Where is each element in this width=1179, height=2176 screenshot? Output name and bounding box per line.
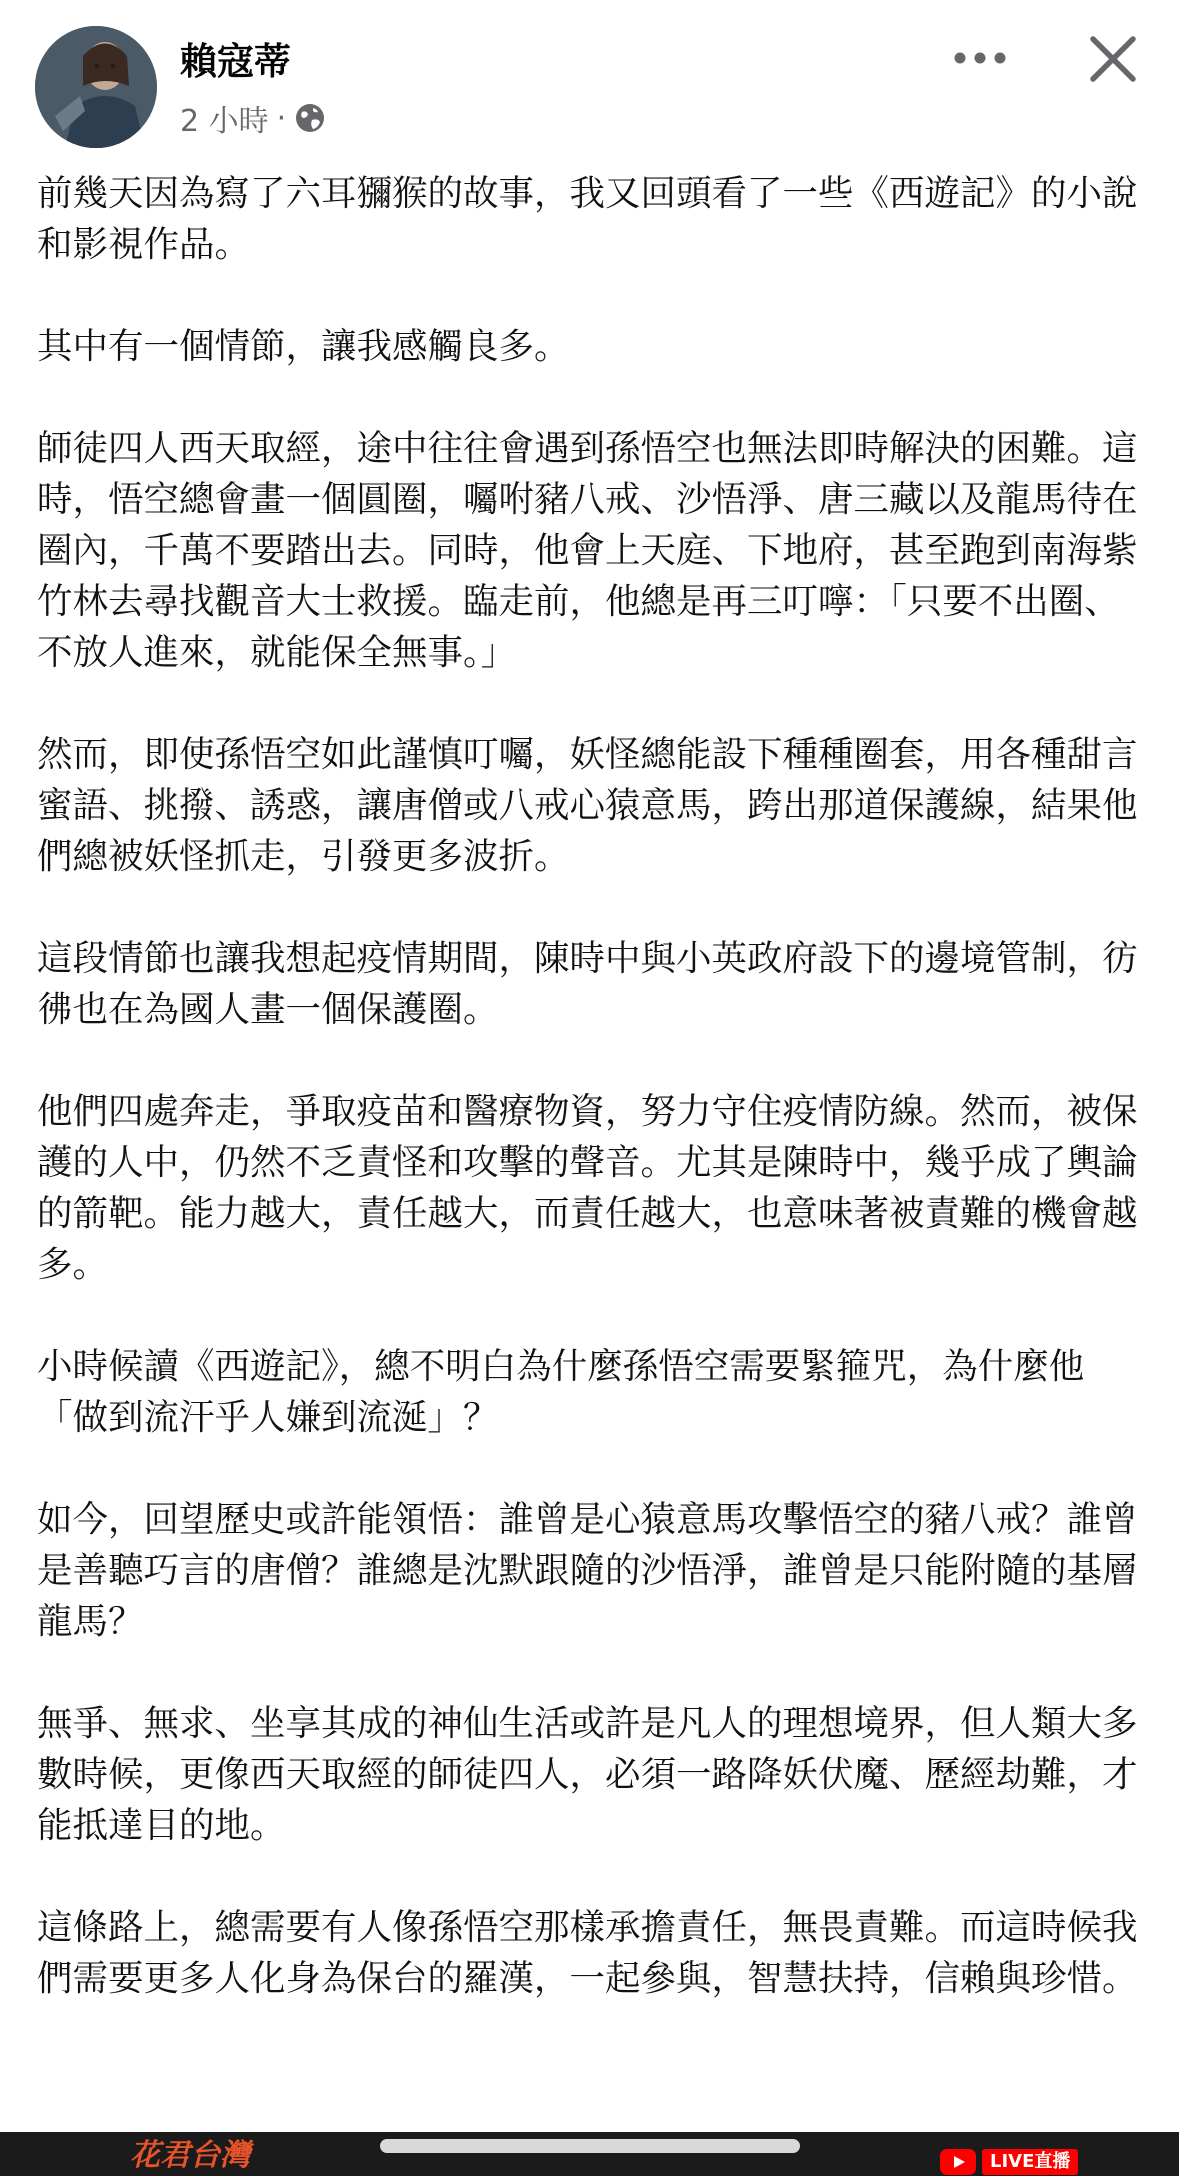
post-paragraph: 無爭、無求、坐享其成的神仙生活或許是凡人的理想境界，但人類大多數時候，更像西天取經的師徒四人，必須一路降妖伏魔、歷經劫難，才能抵達目的地。: [37, 1703, 1138, 1846]
post-paragraph: 他們四處奔走，爭取疫苗和醫療物資，努力守住疫情防線。然而，被保護的人中，仍然不乏責怪和攻擊的聲音。尤其是陳時中，幾乎成了輿論的箭靶。能力越大，責任越大，而責任越大，也意味著被責難的機會越多。: [37, 1091, 1138, 1285]
home-indicator[interactable]: [380, 2139, 800, 2153]
post-paragraph: 這段情節也讓我想起疫情期間，陳時中與小英政府設下的邊境管制，彷彿也在為國人畫一個保護圈。: [37, 938, 1138, 1030]
live-label: LIVE直播: [982, 2149, 1078, 2175]
author-name[interactable]: 賴寇蒂: [180, 40, 291, 83]
globe-icon: [294, 102, 326, 134]
post-paragraph: 然而，即使孫悟空如此謹慎叮囑，妖怪總能設下種種圈套，用各種甜言蜜語、挑撥、誘惑，讓唐僧或八戒心猿意馬，跨出那道保護線，結果他們總被妖怪抓走，引發更多波折。: [37, 734, 1138, 877]
meta-separator: ·: [276, 100, 287, 136]
preview-logo: 花君台灣: [130, 2138, 250, 2173]
author-avatar[interactable]: [35, 26, 157, 148]
more-options-button[interactable]: [940, 30, 1020, 86]
post-meta: [180, 98, 326, 138]
post-paragraph: 其中有一個情節，讓我感觸良多。: [37, 326, 570, 367]
post-paragraph: 如今，回望歷史或許能領悟：誰曾是心猿意馬攻擊悟空的豬八戒？誰曾是善聽巧言的唐僧？誰總是沈默跟隨的沙悟淨，誰曾是只能附隨的基層龍馬？: [37, 1499, 1138, 1642]
post-header: [0, 0, 1179, 160]
live-badge: [940, 2148, 1078, 2176]
close-icon: [1088, 34, 1138, 84]
post-paragraph: 前幾天因為寫了六耳獼猴的故事，我又回頭看了一些《西遊記》的小說和影視作品。: [37, 173, 1138, 265]
avatar-image: [35, 26, 157, 148]
post-text: [37, 168, 1142, 2055]
youtube-icon: [940, 2149, 976, 2175]
post-paragraph: 這條路上，總需要有人像孫悟空那樣承擔責任，無畏責難。而這時候我們需要更多人化身為保台的羅漢，一起參與，智慧扶持，信賴與珍惜。: [37, 1907, 1138, 1999]
post-paragraph: 小時候讀《西遊記》，總不明白為什麼孫悟空需要緊箍咒，為什麼他「做到流汗乎人嫌到流涎」？: [37, 1346, 1085, 1438]
more-horizontal-icon: [952, 50, 1008, 66]
close-button[interactable]: [1080, 26, 1146, 92]
post-time[interactable]: 2 小時: [180, 104, 269, 139]
post-paragraph: 師徒四人西天取經，途中往往會遇到孫悟空也無法即時解決的困難。這時，悟空總會畫一個圓圈，囑咐豬八戒、沙悟淨、唐三藏以及龍馬待在圈內，千萬不要踏出去。同時，他會上天庭、下地府，甚至跑到南海紫竹林去尋找觀音大士救援。臨走前，他總是再三叮嚀：「只要不出圈、不放人進來，就能保全無事。」: [37, 428, 1138, 673]
